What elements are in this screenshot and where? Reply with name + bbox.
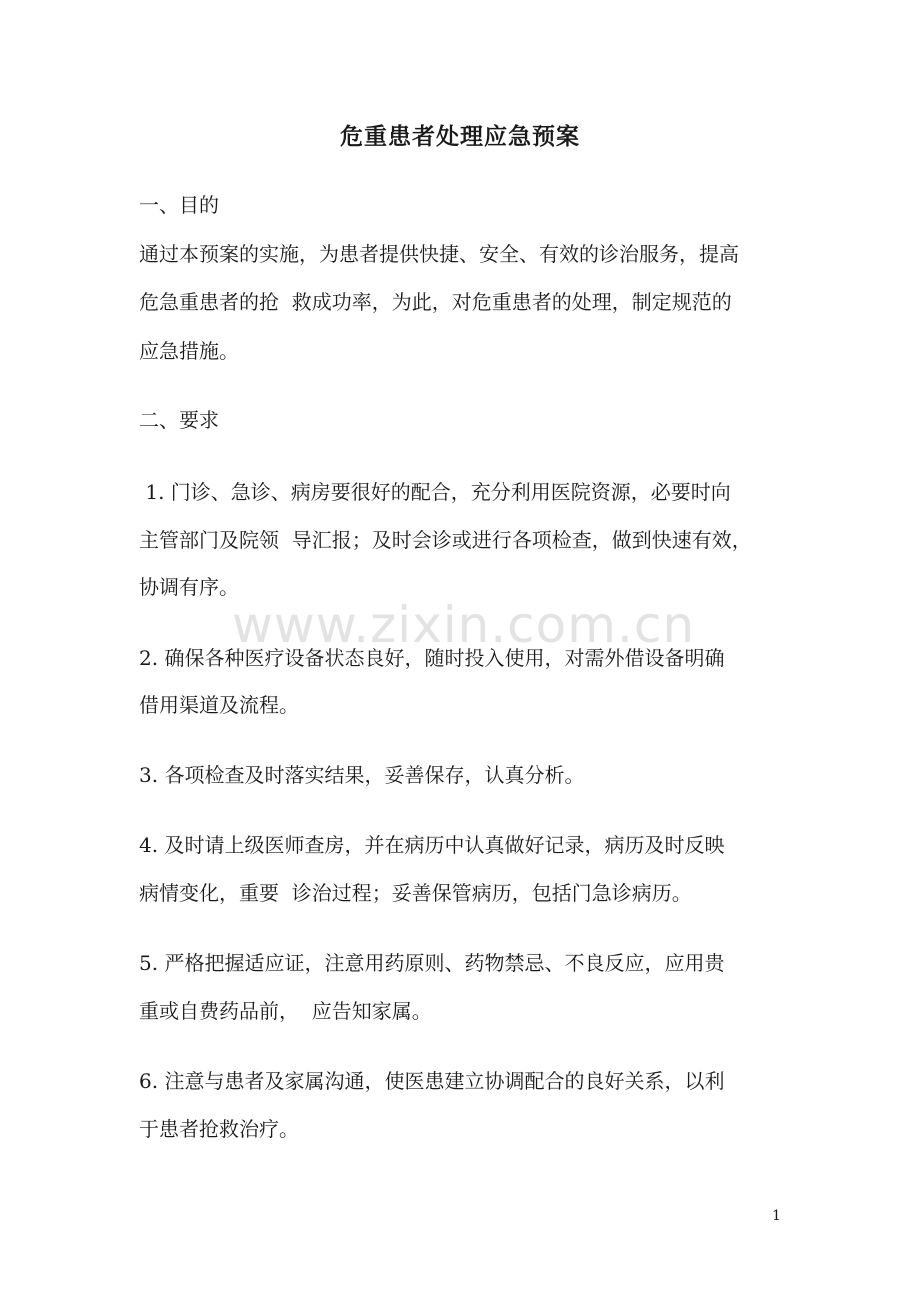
list-item-line: 于患者抢救治疗。 — [139, 1117, 299, 1141]
list-item-line: 重或自费药品前， 应告知家属。 — [139, 999, 432, 1023]
list-item-line: 5. 严格把握适应证，注意用药原则、药物禁忌、不良反应，应用贵 — [139, 951, 725, 975]
paragraph-line: 应急措施。 — [139, 339, 239, 363]
list-item-line: 病情变化，重要 诊治过程；妥善保管病历，包括门急诊病历。 — [139, 881, 692, 905]
page-number: 1 — [772, 1208, 781, 1224]
list-item-line: 2. 确保各种医疗设备状态良好，随时投入使用，对需外借设备明确 — [139, 646, 725, 670]
list-item-line: 借用渠道及流程。 — [139, 693, 299, 717]
watermark: www.zixin.com.cn — [232, 596, 696, 654]
section-heading-purpose: 一、目的 — [139, 193, 219, 217]
list-item-line: 3. 各项检查及时落实结果，妥善保存，认真分析。 — [139, 763, 585, 787]
paragraph-line: 危急重患者的抢 救成功率，为此，对危重患者的处理，制定规范的 — [139, 290, 732, 314]
list-item-line: 6. 注意与患者及家属沟通，使医患建立协调配合的良好关系，以利 — [139, 1069, 725, 1093]
list-item-line: 主管部门及院领 导汇报；及时会诊或进行各项检查，做到快速有效， — [139, 528, 752, 552]
list-item-line: 协调有序。 — [139, 575, 239, 599]
list-item-line: 1. 门诊、急诊、病房要很好的配合，充分利用医院资源，必要时向 — [139, 480, 731, 504]
section-heading-requirements: 二、要求 — [139, 408, 219, 432]
paragraph-line: 通过本预案的实施，为患者提供快捷、安全、有效的诊治服务，提高 — [139, 242, 739, 266]
list-item-line: 4. 及时请上级医师查房，并在病历中认真做好记录，病历及时反映 — [139, 833, 725, 857]
document-title: 危重患者处理应急预案 — [340, 123, 580, 150]
